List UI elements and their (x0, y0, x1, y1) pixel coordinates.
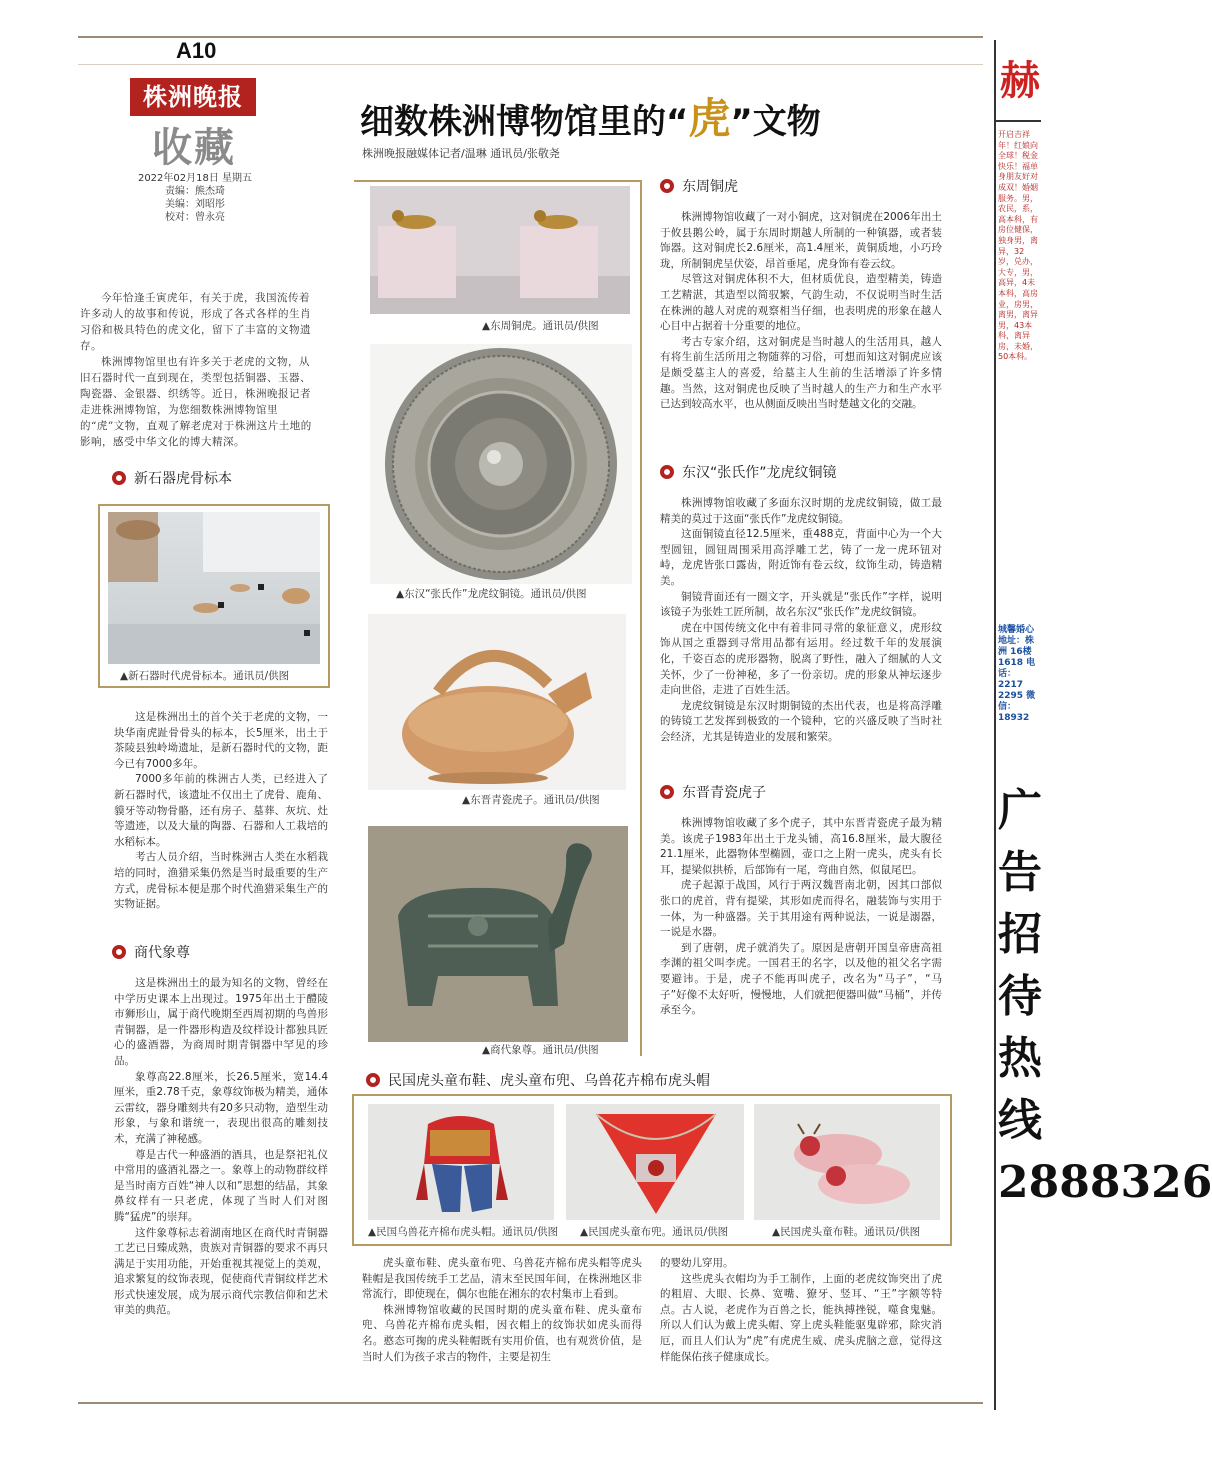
section-title-mirror (660, 462, 837, 482)
paragraph: 虎头童布鞋、虎头童布兜、乌兽花卉棉布虎头帽等虎头鞋帽是我国传统手工艺品，清末至民国年间，在株洲地区非常流行，即使现在，偶尔也能在湘东的农村集市上看到。 (362, 1257, 642, 1301)
paragraph: 龙虎纹铜镜是东汉时期铜镜的杰出代表，也是将高浮雕的铸镜工艺发挥到极致的一个镜种，它的兴盛反映了当时社会经济，尤其是铸造业的发展和繁荣。 (660, 699, 942, 743)
section-bullet-icon (660, 785, 674, 799)
headline-tiger-char: 虎 (688, 94, 731, 143)
headline (360, 86, 821, 146)
zun-photo (368, 826, 628, 1042)
paragraph: 这是株洲出土的首个关于老虎的文物，一块华南虎趾骨骨头的标本，长5厘米，出土于茶陵县独岭坳遗址，是新石器时代的文物，距今已有7000多年。 (114, 711, 328, 770)
paragraph: 株洲博物馆收藏了一对小铜虎，这对铜虎在2006年出土于攸县鹅公岭，属于东周时期越人所制的一种镇器，或者装饰器。这对铜虎长2.6厘米，高1.4厘米，黄铜质地，小巧玲珑，所制铜虎呈伏姿，昂首垂尾，虎身饰有卷云纹。 (660, 211, 942, 270)
section-bullet-icon (112, 471, 126, 485)
strip-contact: 城馨婚心 地址：株洲 16楼1618 电话： 2217 2295 微信： 18932 (998, 625, 1036, 723)
paragraph: 尽管这对铜虎体积不大，但材质优良，造型精美，铸造工艺精湛，其造型以简驭繁，气韵生动，不仅说明当时生活在株洲的越人对虎的观察相当仔细，也表明虎的形象在越人心目中占据着十分重要的地位。 (660, 273, 942, 333)
minguo-article-col1 (362, 1256, 642, 1365)
zun-article (114, 976, 328, 1319)
intro-paragraph: 今年恰逢壬寅虎年，有关于虎，我国流传着许多动人的故事和传说，形成了各式各样的生肖习俗和极具特色的虎文化，留下了丰富的文物遗存。 (80, 292, 311, 352)
paragraph: 株洲博物馆收藏的民国时期的虎头童布鞋、虎头童布兜、乌兽花卉棉布虎头帽，因衣帽上的纹饰状如虎头而得名。憨态可掬的虎头鞋帽既有实用价值，也有观赏价值，是当时人们为孩子求吉的物件，主要是初生 (362, 1303, 642, 1363)
paragraph: 这些虎头衣帽均为手工制作，上面的老虎纹饰突出了虎的粗眉、大眼、长鼻、宽嘴、獠牙、竖耳、“王”字额等特点。古人说，老虎作为百兽之长，能执搏挫锐，噬食鬼魅。所以人们认为戴上虎头帽、穿上虎头鞋能驱鬼辟邪，除灾消厄，而且人们认为“虎”有虎虎生威、虎头虎脑之意，觉得这样能保佑孩子健康成长。 (660, 1272, 942, 1363)
paragraph: 的婴幼儿穿用。 (660, 1257, 734, 1269)
minguo-photo-frame (352, 1094, 952, 1246)
paragraph: 虎在中国传统文化中有着非同寻常的象征意义，虎形纹饰从国之重器到寻常用品都有运用。经过数千年的发展演化，千姿百态的虎形器物，脱离了野性，融入了细腻的人文关怀，少了一份神秘，多了一份亲切。虎的形象从神坛逐步走向世俗，走进了百姓生活。 (660, 621, 942, 697)
section-name: 收藏 (152, 124, 236, 171)
section-title-text: 东汉“张氏作”龙虎纹铜镜 (682, 465, 837, 481)
strip-header: 赫 (996, 40, 1041, 122)
zi-article (660, 816, 942, 1019)
section-title-zun (112, 942, 190, 962)
section-title-bone (112, 468, 232, 488)
shoes-photo (754, 1104, 940, 1220)
section-title-minguo (366, 1070, 710, 1090)
section-title-text: 商代象尊 (134, 945, 190, 961)
paragraph: 这面铜镜直径12.5厘米，重488克，背面中心为一个大型圆钮，圆钮周围采用高浮雕工艺，铸了一龙一虎环钮对峙，龙虎皆张口露齿，附近饰有卷云纹，纹饰生动，铸造精美。 (660, 528, 942, 587)
paragraph: 株洲博物馆收藏了多面东汉时期的龙虎纹铜镜，做工最精美的莫过于这面“张氏作”龙虎纹铜镜。 (660, 497, 942, 525)
paragraph: 这是株洲出土的最为知名的文物，曾经在中学历史课本上出现过。1975年出土于醴陵市狮形山，属于商代晚期至西周初期的鸟兽形青铜器，是一件器形构造及纹样设计都独具匠心的盛酒器，为商周时期青铜器中罕见的珍品。 (114, 977, 328, 1067)
headline-before: 细数株洲博物馆里的“ (360, 102, 689, 142)
mirror-caption: ▲东汉“张氏作”龙虎纹铜镜。通讯员/供图 (396, 588, 587, 600)
section-bullet-icon (112, 945, 126, 959)
paragraph: 到了唐朝，虎子就消失了。原因是唐朝开国皇帝唐高祖李渊的祖父叫李虎。一国君王的名字，以及他的祖父名字需要避讳。于是，虎子不能再叫虎子，改名为“马子”，“马子”好像不太好听，慢慢地，人们就把便器叫做“马桶”，并传承至今。 (660, 941, 942, 1017)
paragraph: 考古专家介绍，这对铜虎是当时越人的生活用具，越人有将生前生活所用之物随葬的习俗，可想而知这对铜虎应该是颇受墓主人的喜爱，给墓主人生前的生活增添了许多情趣。当然，这对铜虎也反映了当时越人的生产力和生产水平已达到较高水平，也从侧面反映出当时楚越文化的交融。 (660, 335, 942, 411)
designer-credit: 美编：刘昭彤 (165, 199, 225, 210)
paragraph: 这件象尊标志着湖南地区在商代时青铜器工艺已日臻成熟，贵族对青铜器的要求不再只满足于实用功能，开始重视其视觉上的美观，追求繁复的纹饰表现，促使商代青铜纹样艺术形式快速发展，成为展示商代宗教信仰和艺术审美的典范。 (114, 1226, 328, 1317)
paragraph: 象尊高22.8厘米，长26.5厘米，宽14.4厘米，重2.78千克，象尊纹饰极为精美，通体云雷纹，器身雕刻共有20多只动物，造型生动形象，与象和谐统一，表现出很高的雕刻技术，充满了神秘感。 (114, 1070, 328, 1145)
bone-photo (108, 512, 320, 664)
byline: 株洲晚报融媒体记者/温琳 通讯员/张敬尧 (362, 147, 560, 160)
top-rule-thin (78, 64, 983, 65)
bib-photo (566, 1104, 744, 1220)
paragraph: 考古人员介绍，当时株洲古人类在水稻栽培的同时，渔猎采集仍然是当时最重要的生产方式，虎骨标本便是那个时代渔猎采集生产的实物证据。 (114, 851, 328, 911)
headline-after: ”文物 (730, 102, 821, 142)
dongzhou-article (660, 210, 942, 413)
bone-caption: ▲新石器时代虎骨标本。通讯员/供图 (120, 670, 290, 682)
issue-date: 2022年02月18日 星期五 (137, 173, 253, 184)
bone-photo-frame (98, 504, 330, 688)
section-title-text: 民国虎头童布鞋、虎头童布兜、乌兽花卉棉布虎头帽 (388, 1073, 710, 1089)
hat-photo (368, 1104, 554, 1220)
paragraph: 虎子起源于战国，风行于两汉魏晋南北朝，因其口部似张口的虎首，背有提梁，其形如虎而得名，融装饰与实用于一体，为一种盛器。关于其用途有两种说法，一说是溺器，一说是水器。 (660, 879, 942, 939)
mirror-photo (370, 344, 632, 584)
paragraph: 7000多年前的株洲古人类，已经进入了新石器时代，该遗址不仅出土了虎骨、鹿角、貘牙等动物骨骼，还有房子、墓葬、灰坑、灶等遗迹，以及大量的陶器、石器和人工栽培的水稻标本。 (114, 773, 328, 848)
section-title-zi (660, 782, 766, 802)
section-title-text: 东晋青瓷虎子 (682, 785, 766, 801)
bib-caption: ▲民国虎头童布兜。通讯员/供图 (580, 1226, 729, 1238)
section-bullet-icon (366, 1073, 380, 1087)
intro-paragraph: 株洲博物馆里也有许多关于老虎的文物，从旧石器时代一直到现在，类型包括铜器、玉器、陶瓷器、金银器、织绣等。近日，株洲晚报记者走进株洲博物馆，为您细数株洲博物馆里的“虎”文物，直观了解老虎对于株洲这片土地的影响，感受中华文化的博大精深。 (80, 356, 312, 448)
shoes-caption: ▲民国虎头童布鞋。通讯员/供图 (772, 1226, 921, 1238)
zi-photo (368, 614, 626, 790)
bone-article (114, 710, 328, 913)
mirror-article (660, 496, 942, 746)
proofreader-credit: 校对：曾永亮 (165, 212, 225, 223)
minguo-article-col2 (660, 1256, 942, 1365)
section-bullet-icon (660, 465, 674, 479)
strip-classified-text: 开启吉祥年！红娘向全球！税金快乐！福单身朋友好对成双！婚姻服务。男，农民，系，高本科，有房位健保，独身男，离异，32岁，兑办，大专，男，高异，4未本科，高房业，房男，离男，离异男，43本科，离异房，未婚，50本科。 (998, 130, 1038, 362)
dongzhou-caption: ▲东周铜虎。通讯员/供图 (482, 320, 599, 332)
section-title-text: 东周铜虎 (682, 179, 738, 195)
intro (80, 290, 318, 450)
zi-caption: ▲东晋青瓷虎子。通讯员/供图 (462, 794, 600, 806)
section-title-dongzhou (660, 176, 738, 196)
dongzhou-photo (370, 186, 630, 314)
page-meta (130, 172, 260, 224)
zun-caption: ▲商代象尊。通讯员/供图 (482, 1044, 599, 1056)
paragraph: 株洲博物馆收藏了多个虎子，其中东晋青瓷虎子最为精美。该虎子1983年出土于龙头铺，高16.8厘米，最大腹径21.1厘米，此器物体型椭圆，壶口之上附一虎头，虎头有长耳，提梁似拱桥，后部饰有一尾，弯曲自然，似鼠尾巴。 (660, 817, 942, 876)
adjacent-page-strip (994, 40, 1212, 1410)
paragraph: 铜镜背面还有一圈文字，开头就是“张氏作”字样，说明该镜子为张姓工匠所制，故名东汉“张氏作”龙虎纹铜镜。 (660, 590, 942, 619)
editor-credit: 责编：熊杰琦 (165, 186, 225, 197)
bottom-rule (78, 1402, 983, 1404)
section-bullet-icon (660, 179, 674, 193)
newspaper-brand: 株洲晚报 (130, 78, 256, 116)
page-number: A10 (176, 38, 217, 63)
hat-caption: ▲民国乌兽花卉棉布虎头帽。通讯员/供图 (368, 1226, 559, 1238)
strip-ad-hotline: 广告招待热线2888326 (998, 785, 1212, 1208)
paragraph: 尊是古代一种盛酒的酒具，也是祭祀礼仪中常用的盛酒礼器之一。象尊上的动物群纹样是当时南方百姓“神人以和”思想的结晶，其象鼻纹样有一只老虎，体现了当时人们对图腾“猛虎”的崇拜。 (114, 1148, 328, 1223)
section-title-text: 新石器虎骨标本 (134, 471, 232, 487)
